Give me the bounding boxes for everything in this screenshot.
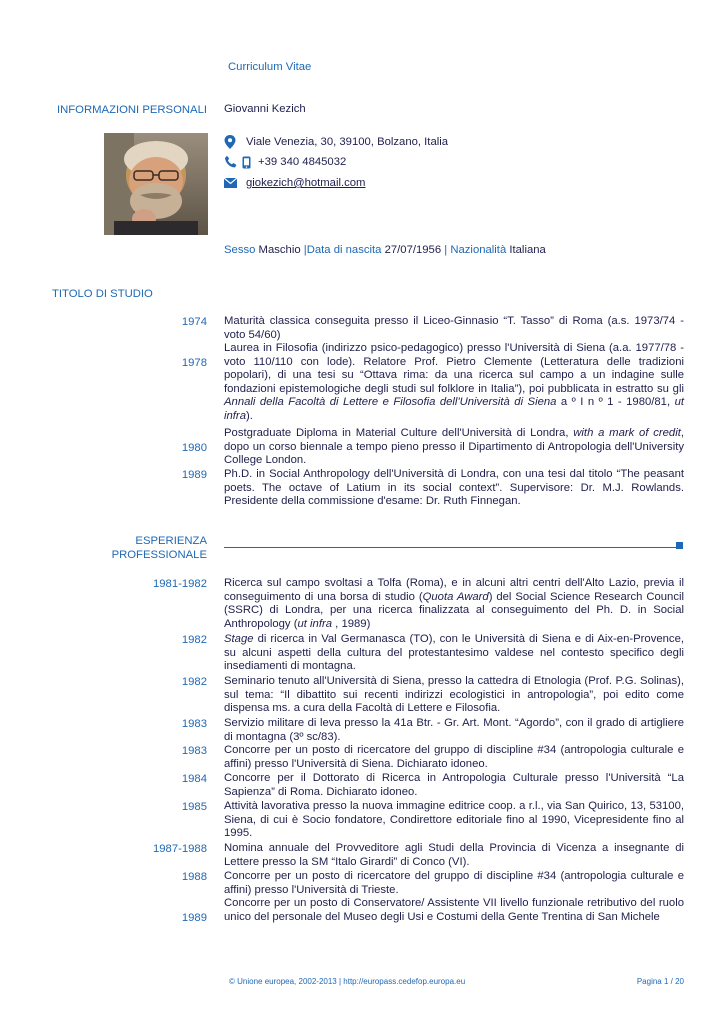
education-entry: Laurea in Filosofia (indirizzo psico-pedagogico) presso l'Università di Siena (a.a. 1977/78 - voto 110/110 con lode). Relatore Prof. Pietro Clemente (Letteratura delle tradizioni popolari), di una tesi su “Ottava rima: da una ricerca sul campo a un indagine sulle fondazioni epistemologiche degli studi sul folklore in Italia”), poi pubblicata in estratto su gli Annali della Facoltà di Lettere e Filosofia dell'Università di Siena a º I n º 1 - 1980/81, ut infra). [224,342,684,422]
phone-text: +39 340 4845032 [258,156,347,168]
education-entry: Postgraduate Diploma in Material Culture dell'Università di Londra, with a mark of credit, dopo un corso biennale a tempo pieno presso il Dipartimento di Antropologia dell'University College London. [224,427,685,467]
experience-year: 1983 [181,718,207,730]
experience-entry: Concorre per un posto di ricercatore del gruppo di discipline #34 (antropologia culturale e affini) presso l'Università di Trieste. [224,870,684,896]
education-year: 1989 [181,469,207,481]
nationality-value: Italiana [509,244,546,256]
square-marker-icon [676,542,683,549]
section-label-personal: INFORMAZIONI PERSONALI [56,104,207,116]
experience-entry: Stage di ricerca in Val Germanasca (TO), con le Università di Siena e di Aix-en-Provence, su alcuni aspetti della cultura del protestantesimo valdese nel contesto specifico degli insediamenti di montagna. [224,633,684,673]
experience-entry: Attività lavorativa presso la nuova immagine editrice coop. a r.l., via San Quirico, 13, 53100, Siena, di cui è Socio fondatore, Condirettore editoriale fino al 1990, Vicepresidente fino al 1995. [224,800,684,840]
education-year: 1980 [181,442,207,454]
person-name: Giovanni Kezich [224,103,306,115]
section-label-experience: ESPERIENZA [135,535,207,547]
section-label-experience: PROFESSIONALE [111,549,207,561]
separator: | [444,244,448,256]
sex-label: Sesso [224,244,256,256]
experience-entry: Concorre per il Dottorato di Ricerca in Antropologia Culturale presso l'Università “La Sapienza” di Roma. Dichiarato idoneo. [224,772,684,798]
nationality-label: Nazionalità [450,244,507,256]
experience-entry: Seminario tenuto all'Università di Siena, presso la cattedra di Etnologia (Prof. P.G. Solinas), sul tema: “Il dibattito sui recenti indirizzi ecologistici in antropologia”, poi edito come dispensa ms. a cura della Facoltà di Lettere e Filosofia. [224,675,684,715]
footer-copyright: © Unione europea, 2002-2013 | http://europass.cedefop.europa.eu [229,977,466,986]
education-year: 1974 [181,316,207,328]
page-title: Curriculum Vitae [228,61,312,73]
footer-page-number: Pagina 1 / 20 [636,977,684,986]
address-text: Viale Venezia, 30, 39100, Bolzano, Italia [246,136,449,148]
location-pin-icon [224,135,246,149]
profile-photo [104,133,208,235]
section-divider [224,547,676,548]
email-link[interactable]: giokezich@hotmail.com [246,177,366,189]
experience-year: 1982 [181,634,207,646]
experience-entry: Servizio militare di leva presso la 41a Btr. - Gr. Art. Mont. “Agordo”, con il grado di artigliere di montagna (3º sc/83). [224,717,684,743]
experience-year: 1988 [181,871,207,883]
experience-year: 1981-1982 [152,578,207,590]
separator: | [303,244,307,256]
email-row [224,177,365,189]
mobile-icon [242,156,258,169]
experience-year: 1985 [181,801,207,813]
section-label-education: TITOLO DI STUDIO [52,288,153,300]
birth-label: Data di nascita [306,244,382,256]
phone-row [224,155,346,169]
address-row [224,135,448,149]
experience-year: 1987-1988 [152,843,207,855]
education-entry: Ph.D. in Social Anthropology dell'Università di Londra, con una tesi dal titolo “The peasant poets. The octave of Latium in its social context”. Supervisore: Dr. M.J. Rowlands. Presidente della commissione d'esame: Dr. Ruth Finnegan. [224,468,684,508]
education-year: 1978 [181,357,207,369]
experience-entry: Concorre per un posto di ricercatore del gruppo di discipline #34 (antropologia culturale e affini) presso l'Università di Siena. Dichiarato idoneo. [224,744,684,770]
email-icon [224,178,246,188]
experience-entry: Concorre per un posto di Conservatore/ Assistente VII livello funzionale retributivo del ruolo unico del personale del Museo degli Usi e Costumi della Gente Trentina di San Michele [224,897,684,923]
experience-year: 1989 [181,912,207,924]
sex-value: Maschio [258,244,301,256]
experience-entry: Nomina annuale del Provveditore agli Studi della Provincia di Vicenza a insegnante di Lettere presso la SM “Italo Girardi” di Conco (VI). [224,842,684,868]
experience-year: 1984 [181,773,207,785]
education-entry: Maturità classica conseguita presso il Liceo-Ginnasio “T. Tasso” di Roma (a.s. 1973/74 - voto 54/60) [224,315,684,341]
personal-details-line [224,244,546,256]
experience-year: 1982 [181,676,207,688]
birth-value: 27/07/1956 [384,244,442,256]
experience-entry: Ricerca sul campo svoltasi a Tolfa (Roma), e in alcuni altri centri dell'Alto Lazio, previa il conseguimento di una borsa di studio (Quota Award) del Social Science Research Council (SSRC) di Londra, per una ricerca finalizzata al conseguimento del Ph. D. in Social Anthropology (ut infra , 1989) [224,577,684,630]
phone-icon [224,155,242,169]
experience-year: 1983 [181,745,207,757]
